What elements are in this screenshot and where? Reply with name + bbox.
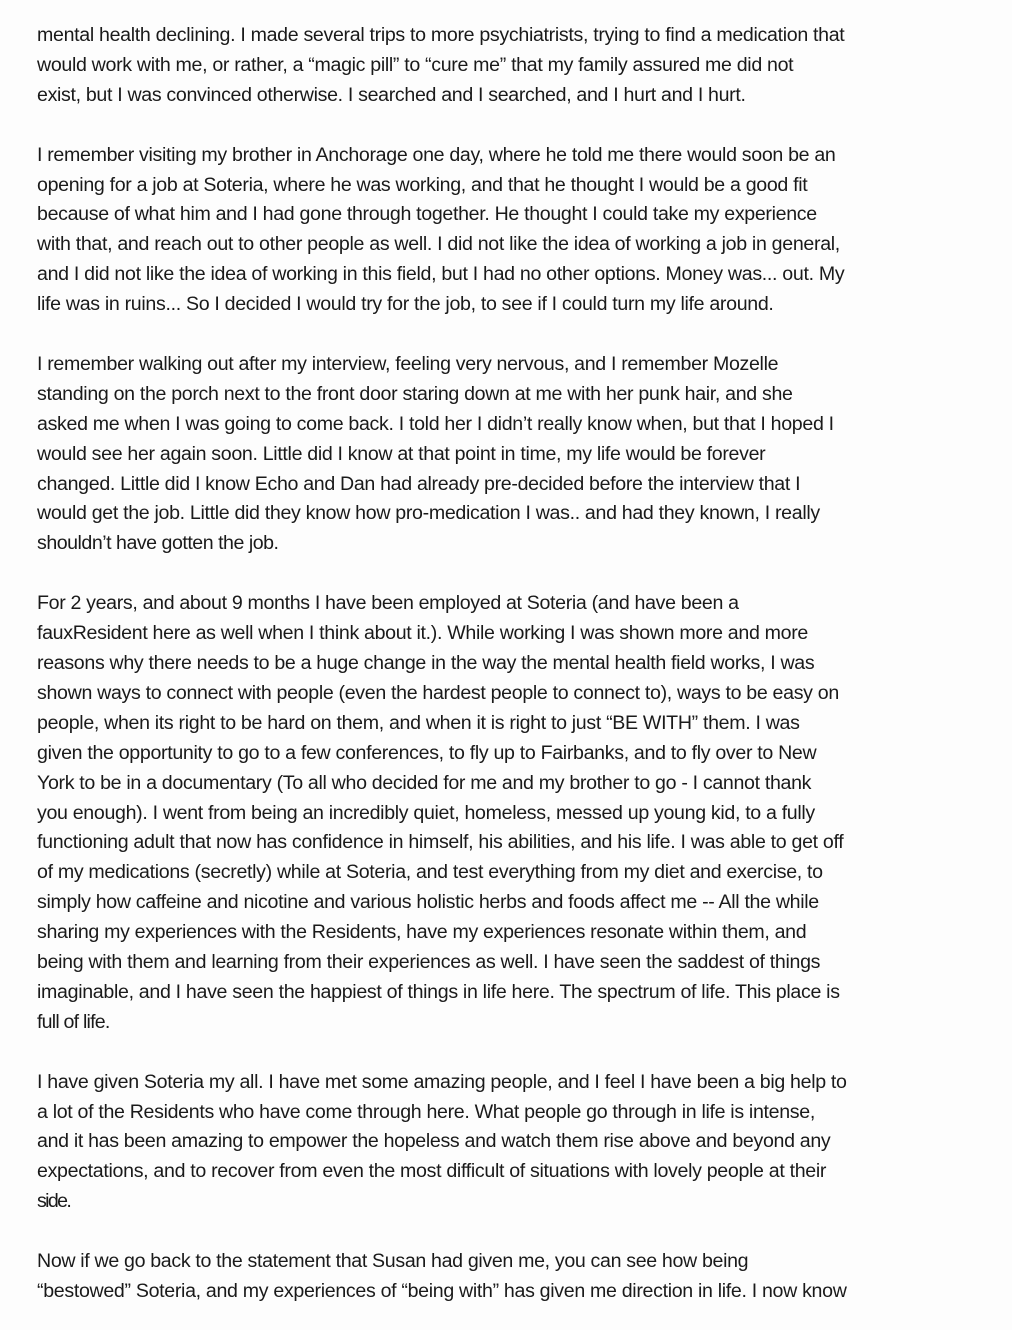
paragraph-6 (37, 1247, 982, 1307)
text-line: imaginable, and I have seen the happiest of things in life here. The spectrum of life. This place is (37, 980, 840, 1003)
text-line: side. (37, 1190, 71, 1213)
text-line: standing on the porch next to the front door staring down at me with her punk hair, and she (37, 382, 793, 405)
text-line: York to be in a documentary (To all who decided for me and my brother to go - I cannot thank (37, 771, 812, 794)
text-line: changed. Little did I know Echo and Dan had already pre-decided before the interview that I (37, 472, 801, 495)
text-line: reasons why there needs to be a huge change in the way the mental health field works, I was (37, 651, 815, 674)
text-line: being with them and learning from their experiences as well. I have seen the saddest of things (37, 951, 821, 974)
text-line: life was in ruins... So I decided I would try for the job, to see if I could turn my life around. (37, 293, 774, 316)
text-line: simply how caffeine and nicotine and various holistic herbs and foods affect me -- All the while (37, 891, 819, 914)
document-body (37, 21, 982, 1337)
text-line: full of life. (37, 1010, 110, 1033)
text-line: “bestowed” Soteria, and my experiences of “being with” has given me direction in life. I now know (37, 1279, 847, 1302)
text-line: functioning adult that now has confidence in himself, his abilities, and his life. I was able to get off (37, 831, 844, 854)
text-line: and it has been amazing to empower the hopeless and watch them rise above and beyond any (37, 1130, 831, 1153)
paragraph-5 (37, 1068, 982, 1218)
text-line: For 2 years, and about 9 months I have been employed at Soteria (and have been a (37, 592, 739, 615)
text-line: a lot of the Residents who have come through here. What people go through in life is intense, (37, 1100, 815, 1123)
text-line: expectations, and to recover from even the most difficult of situations with lovely people at their (37, 1160, 827, 1183)
text-line: I remember visiting my brother in Anchorage one day, where he told me there would soon be an (37, 143, 836, 166)
text-line: given the opportunity to go to a few conferences, to fly up to Fairbanks, and to fly over to New (37, 741, 817, 764)
text-line: opening for a job at Soteria, where he was working, and that he thought I would be a good fit (37, 173, 808, 196)
text-line: you enough). I went from being an incredibly quiet, homeless, messed up young kid, to a fully (37, 801, 815, 824)
text-line: would see her again soon. Little did I know at that point in time, my life would be forever (37, 442, 766, 465)
text-line: exist, but I was convinced otherwise. I searched and I searched, and I hurt and I hurt. (37, 83, 746, 106)
paragraph-1 (37, 21, 982, 111)
text-line: mental health declining. I made several trips to more psychiatrists, trying to find a medication that (37, 24, 845, 46)
paragraph-2 (37, 141, 982, 320)
text-line: of my medications (secretly) while at Soteria, and test everything from my diet and exercise, to (37, 861, 823, 884)
text-line: and I did not like the idea of working in this field, but I had no other options. Money was... out. My (37, 263, 845, 286)
text-line: I have given Soteria my all. I have met some amazing people, and I feel I have been a big help to (37, 1070, 847, 1093)
text-line: asked me when I was going to come back. I told her I didn’t really know when, but that I hoped I (37, 412, 834, 435)
text-line: because of what him and I had gone through together. He thought I could take my experience (37, 203, 817, 226)
paragraph-3 (37, 350, 982, 559)
text-line: Now if we go back to the statement that Susan had given me, you can see how being (37, 1250, 749, 1273)
text-line: would get the job. Little did they know how pro-medication I was.. and had they known, I really (37, 502, 820, 525)
text-line: with that, and reach out to other people as well. I did not like the idea of working a job in general, (37, 233, 840, 256)
paragraph-4 (37, 589, 982, 1038)
text-line: shouldn’t have gotten the job. (37, 532, 279, 555)
text-line: fauxResident here as well when I think about it.). While working I was shown more and more (37, 622, 808, 645)
text-line: sharing my experiences with the Residents, have my experiences resonate within them, and (37, 921, 807, 944)
text-line: I remember walking out after my interview, feeling very nervous, and I remember Mozelle (37, 352, 779, 375)
text-line: shown ways to connect with people (even the hardest people to connect to), ways to be easy on (37, 681, 839, 704)
text-line: would work with me, or rather, a “magic pill” to “cure me” that my family assured me did not (37, 53, 794, 76)
text-line: people, when its right to be hard on them, and when it is right to just “BE WITH” them. I was (37, 711, 800, 734)
